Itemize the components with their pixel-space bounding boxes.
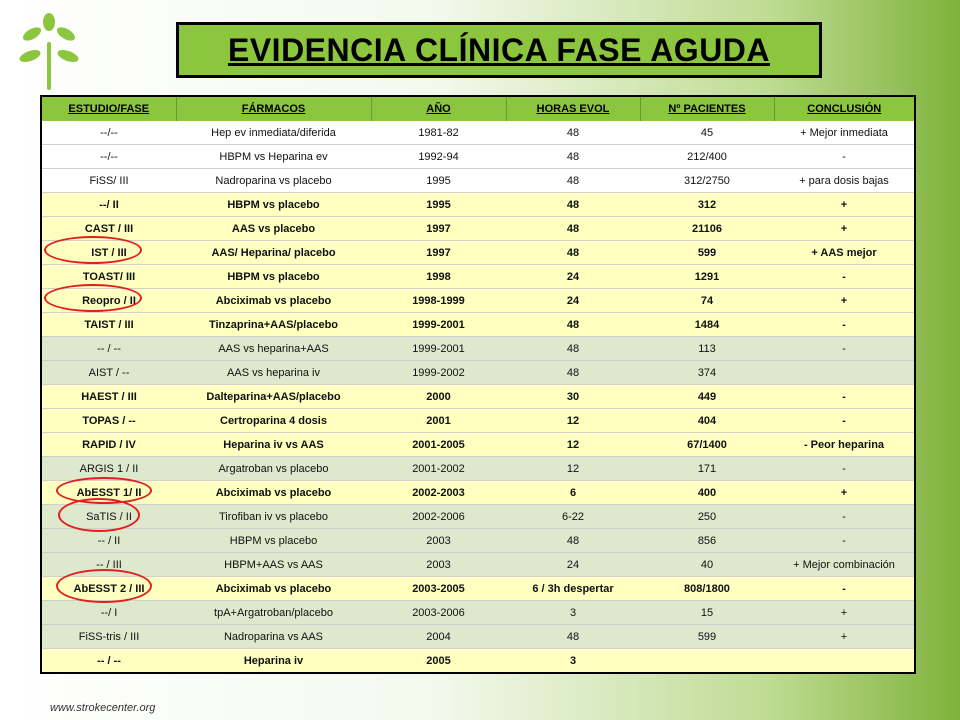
table-row [41,601,915,625]
cell-farmacos: AAS/ Heparina/ placebo [176,241,371,265]
cell-anio: 1999-2002 [371,361,506,385]
cell-estudio: --/ I [41,601,176,625]
cell-horas: 24 [506,289,640,313]
cell-pacientes: 171 [640,457,774,481]
cell-horas: 48 [506,337,640,361]
table-row [41,385,915,409]
cell-pacientes: 449 [640,385,774,409]
cell-anio: 2001-2005 [371,433,506,457]
cell-estudio: RAPID / IV [41,433,176,457]
cell-horas: 48 [506,121,640,145]
header-estudio: ESTUDIO/FASE [41,96,176,121]
cell-farmacos: Certroparina 4 dosis [176,409,371,433]
cell-horas: 6 [506,481,640,505]
cell-horas: 24 [506,265,640,289]
cell-estudio: -- / -- [41,649,176,674]
cell-estudio: TAIST / III [41,313,176,337]
cell-farmacos: Nadroparina vs placebo [176,169,371,193]
cell-estudio: --/ II [41,193,176,217]
cell-farmacos: Abciximab vs placebo [176,481,371,505]
cell-anio: 2003-2006 [371,601,506,625]
cell-anio: 1997 [371,217,506,241]
cell-estudio: -- / II [41,529,176,553]
cell-farmacos: AAS vs placebo [176,217,371,241]
cell-conclusion: + [774,217,915,241]
cell-farmacos: AAS vs heparina iv [176,361,371,385]
cell-pacientes: 113 [640,337,774,361]
cell-estudio: FiSS/ III [41,169,176,193]
cell-farmacos: Nadroparina vs AAS [176,625,371,649]
cell-estudio: AIST / -- [41,361,176,385]
table-row [41,553,915,577]
cell-anio: 1992-94 [371,145,506,169]
table-row [41,193,915,217]
cell-farmacos: HBPM vs placebo [176,529,371,553]
cell-horas: 24 [506,553,640,577]
page-title: EVIDENCIA CLÍNICA FASE AGUDA [227,31,771,68]
cell-farmacos: Argatroban vs placebo [176,457,371,481]
header-anio: AÑO [371,96,506,121]
cell-anio: 2005 [371,649,506,674]
cell-estudio: SaTIS / II [41,505,176,529]
logo-plant-icon [18,12,80,92]
cell-anio: 2003 [371,529,506,553]
cell-conclusion: + [774,193,915,217]
cell-anio: 1998 [371,265,506,289]
cell-conclusion [774,649,915,674]
cell-horas: 30 [506,385,640,409]
cell-estudio: -- / III [41,553,176,577]
cell-pacientes: 1484 [640,313,774,337]
cell-anio: 1998-1999 [371,289,506,313]
table-row [41,265,915,289]
cell-conclusion: - [774,505,915,529]
header-conclusion: CONCLUSIÓN [774,96,915,121]
cell-horas: 48 [506,313,640,337]
cell-conclusion: + [774,625,915,649]
cell-farmacos: Tinzaprina+AAS/placebo [176,313,371,337]
cell-anio: 2000 [371,385,506,409]
cell-estudio: TOPAS / -- [41,409,176,433]
table-row [41,145,915,169]
cell-horas: 48 [506,529,640,553]
cell-conclusion: - [774,457,915,481]
cell-conclusion: + Mejor combinación [774,553,915,577]
cell-pacientes: 21106 [640,217,774,241]
cell-conclusion: - Peor heparina [774,433,915,457]
cell-farmacos: HBPM vs placebo [176,265,371,289]
cell-conclusion: - [774,337,915,361]
cell-farmacos: Hep ev inmediata/diferida [176,121,371,145]
cell-anio: 1999-2001 [371,337,506,361]
cell-farmacos: HBPM+AAS vs AAS [176,553,371,577]
cell-horas: 12 [506,457,640,481]
table-row [41,337,915,361]
cell-farmacos: HBPM vs placebo [176,193,371,217]
cell-estudio: --/-- [41,145,176,169]
cell-horas: 12 [506,409,640,433]
cell-horas: 12 [506,433,640,457]
cell-estudio: -- / -- [41,337,176,361]
cell-anio: 1995 [371,193,506,217]
table-row [41,409,915,433]
cell-estudio: AbESST 2 / III [41,577,176,601]
cell-farmacos: Abciximab vs placebo [176,577,371,601]
cell-farmacos: HBPM vs Heparina ev [176,145,371,169]
table-row [41,289,915,313]
cell-pacientes: 67/1400 [640,433,774,457]
cell-farmacos: tpA+Argatroban/placebo [176,601,371,625]
cell-conclusion: + [774,481,915,505]
cell-farmacos: AAS vs heparina+AAS [176,337,371,361]
cell-pacientes: 250 [640,505,774,529]
cell-horas: 48 [506,241,640,265]
cell-pacientes: 1291 [640,265,774,289]
cell-farmacos: Tirofiban iv vs placebo [176,505,371,529]
header-farmacos: FÁRMACOS [176,96,371,121]
cell-horas: 48 [506,169,640,193]
cell-pacientes: 808/1800 [640,577,774,601]
cell-conclusion: + para dosis bajas [774,169,915,193]
title-banner [176,22,822,78]
cell-pacientes: 400 [640,481,774,505]
cell-estudio: TOAST/ III [41,265,176,289]
table-row [41,433,915,457]
cell-conclusion: - [774,145,915,169]
cell-estudio: --/-- [41,121,176,145]
cell-estudio: ARGIS 1 / II [41,457,176,481]
cell-estudio: HAEST / III [41,385,176,409]
cell-pacientes: 599 [640,625,774,649]
table-row [41,505,915,529]
cell-pacientes: 74 [640,289,774,313]
cell-estudio: FiSS-tris / III [41,625,176,649]
cell-conclusion: - [774,265,915,289]
cell-estudio: AbESST 1/ II [41,481,176,505]
cell-pacientes: 312/2750 [640,169,774,193]
cell-pacientes: 15 [640,601,774,625]
cell-horas: 48 [506,217,640,241]
cell-horas: 6 / 3h despertar [506,577,640,601]
evidence-table [40,95,916,674]
footer-source: www.strokecenter.org [50,702,156,714]
cell-horas: 48 [506,193,640,217]
cell-estudio: CAST / III [41,217,176,241]
table-row [41,457,915,481]
cell-anio: 1995 [371,169,506,193]
cell-anio: 1981-82 [371,121,506,145]
cell-pacientes [640,649,774,674]
cell-farmacos: Heparina iv vs AAS [176,433,371,457]
cell-estudio: IST / III [41,241,176,265]
table-row [41,529,915,553]
cell-anio: 2001-2002 [371,457,506,481]
cell-conclusion: - [774,577,915,601]
cell-conclusion: + [774,289,915,313]
cell-pacientes: 856 [640,529,774,553]
table-row [41,649,915,674]
cell-anio: 2002-2003 [371,481,506,505]
cell-anio: 2004 [371,625,506,649]
table-row [41,217,915,241]
cell-horas: 48 [506,361,640,385]
cell-pacientes: 212/400 [640,145,774,169]
cell-anio: 2002-2006 [371,505,506,529]
cell-conclusion: - [774,409,915,433]
cell-conclusion: + AAS mejor [774,241,915,265]
cell-conclusion: + [774,601,915,625]
table-row [41,313,915,337]
cell-anio: 1997 [371,241,506,265]
table-row [41,577,915,601]
cell-horas: 48 [506,625,640,649]
table-row [41,121,915,145]
cell-anio: 2003 [371,553,506,577]
cell-farmacos: Dalteparina+AAS/placebo [176,385,371,409]
header-horas: HORAS EVOL [506,96,640,121]
cell-conclusion: + Mejor inmediata [774,121,915,145]
cell-conclusion: - [774,313,915,337]
cell-pacientes: 312 [640,193,774,217]
cell-pacientes: 40 [640,553,774,577]
cell-farmacos: Heparina iv [176,649,371,674]
table-row [41,169,915,193]
cell-pacientes: 374 [640,361,774,385]
cell-conclusion: - [774,385,915,409]
header-pacientes: Nº PACIENTES [640,96,774,121]
cell-anio: 2003-2005 [371,577,506,601]
cell-anio: 2001 [371,409,506,433]
table-row [41,481,915,505]
table-row [41,361,915,385]
cell-estudio: Reopro / II [41,289,176,313]
cell-farmacos: Abciximab vs placebo [176,289,371,313]
table-body [41,121,915,673]
cell-horas: 3 [506,649,640,674]
cell-horas: 3 [506,601,640,625]
cell-horas: 48 [506,145,640,169]
cell-conclusion [774,361,915,385]
cell-pacientes: 404 [640,409,774,433]
cell-anio: 1999-2001 [371,313,506,337]
table-row [41,625,915,649]
cell-conclusion: - [774,529,915,553]
cell-horas: 6-22 [506,505,640,529]
cell-pacientes: 45 [640,121,774,145]
cell-pacientes: 599 [640,241,774,265]
table-row [41,241,915,265]
table-header-row [41,96,915,121]
